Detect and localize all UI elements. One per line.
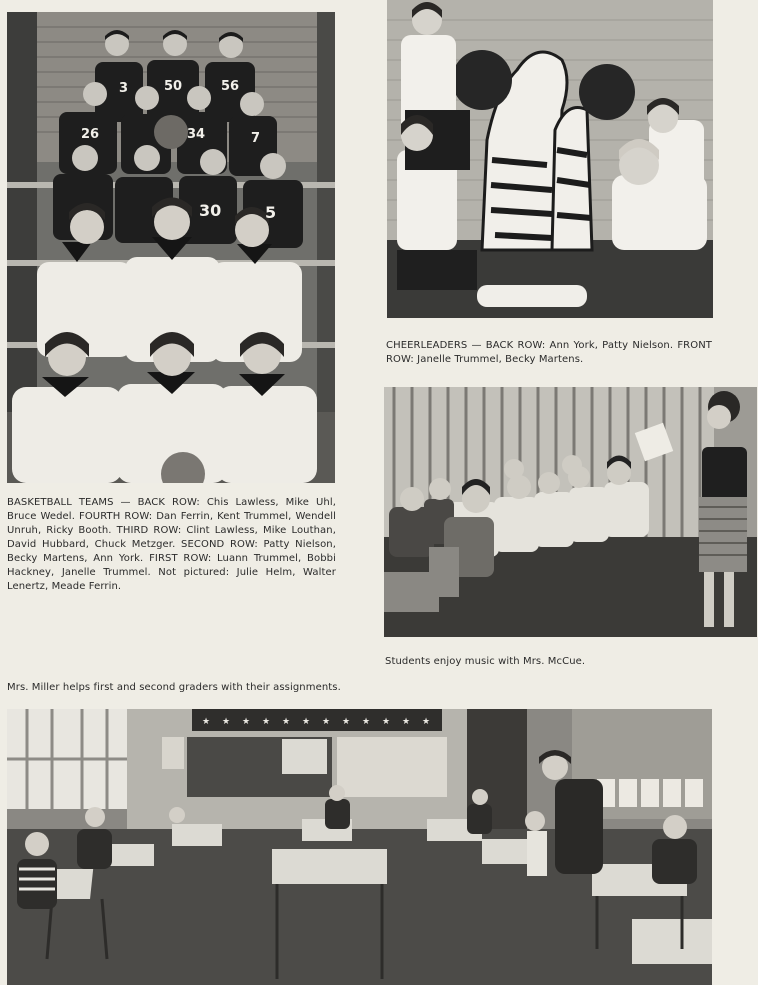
jersey-number: 26 [81, 127, 100, 142]
svg-text:★: ★ [382, 716, 391, 726]
svg-text:★: ★ [362, 716, 371, 726]
cheerleaders-photo [387, 0, 713, 318]
basketball-caption: BASKETBALL TEAMS — BACK ROW: Chis Lawless, Mike Uhl, Bruce Wedel. FOURTH ROW: Dan Ferrin, Kent Trummel, Wendell Unruh, Ricky Booth. THIRD ROW: Clint Lawless, Mike Louthan, David Hubbard, Chuck Metzger. SECOND ROW: Patty Nielson, Becky Martens, Ann York. FIRST ROW: Luann Trummel, Bobbi Hackney, Janelle Trummel. Not pictured: Julie Helm, Walter Lenertz, Meade Ferrin. [7, 497, 336, 592]
svg-text:★: ★ [222, 716, 231, 726]
svg-text:★: ★ [302, 716, 311, 726]
svg-text:★: ★ [402, 716, 411, 726]
svg-text:★: ★ [242, 716, 251, 726]
classroom-photo [7, 709, 712, 985]
svg-text:★: ★ [422, 716, 431, 726]
jersey-number: 30 [199, 201, 222, 220]
jersey-number: 5 [265, 203, 277, 222]
svg-text:★: ★ [202, 716, 211, 726]
cheerleaders-caption: CHEERLEADERS — BACK ROW: Ann York, Patty Nielson. FRONT ROW: Janelle Trummel, Becky Martens. [386, 340, 712, 365]
music-caption: Students enjoy music with Mrs. McCue. [385, 656, 586, 667]
svg-text:★: ★ [282, 716, 291, 726]
svg-text:★: ★ [262, 716, 271, 726]
jersey-number: 56 [221, 79, 240, 94]
svg-text:★: ★ [322, 716, 331, 726]
classroom-caption: Mrs. Miller helps first and second graders with their assignments. [7, 682, 341, 693]
jersey-number: 50 [164, 79, 183, 94]
jersey-number: 3 [119, 81, 129, 96]
music-class-photo [384, 387, 757, 637]
jersey-number: 34 [187, 127, 206, 142]
jersey-number: 7 [251, 131, 261, 146]
svg-text:★: ★ [342, 716, 351, 726]
basketball-team-photo [7, 12, 335, 483]
